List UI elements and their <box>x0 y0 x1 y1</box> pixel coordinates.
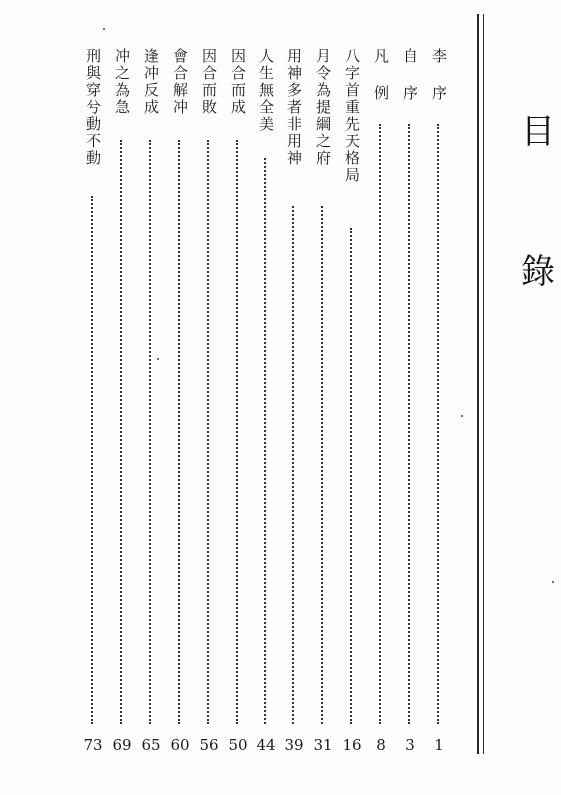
toc-entry-label: 月令為提綱之府 <box>314 48 332 167</box>
scan-speck <box>103 28 105 30</box>
toc-entry <box>197 48 221 758</box>
title-char-lu: 錄 <box>521 252 555 292</box>
toc-entry-page: 1 <box>434 736 444 754</box>
toc-entry-page: 3 <box>405 736 415 754</box>
dot-leader <box>408 124 410 724</box>
dot-leader <box>292 206 294 724</box>
toc-entry-label: 因合而成 <box>229 48 247 116</box>
dot-leader <box>91 196 93 724</box>
scan-speck <box>461 415 463 417</box>
toc-entry-page: 8 <box>376 736 386 754</box>
dot-leader <box>207 140 209 724</box>
toc-entry <box>168 48 192 758</box>
toc-entry <box>110 48 134 758</box>
dot-leader <box>264 158 266 724</box>
divider-line-thin <box>483 14 484 754</box>
dot-leader <box>178 140 180 724</box>
toc-entry <box>81 48 105 758</box>
toc-entry-label: 八字首重先天格局 <box>343 48 361 184</box>
toc-entry-page: 69 <box>112 736 132 754</box>
toc-entry <box>340 48 364 758</box>
dot-leader <box>321 206 323 724</box>
toc-entry-label: 李 序 <box>430 48 448 102</box>
toc-entry-page: 31 <box>313 736 333 754</box>
toc-entry-label: 逢冲反成 <box>142 48 160 116</box>
toc-entry-page: 65 <box>141 736 161 754</box>
toc-entry-label: 凡 例 <box>372 48 390 102</box>
toc-entry-page: 44 <box>256 736 276 754</box>
scan-speck <box>552 581 554 583</box>
toc-entry <box>139 48 163 758</box>
dot-leader <box>236 140 238 724</box>
toc-entry-label: 人生無全美 <box>257 48 275 133</box>
toc-entry-label: 自 序 <box>401 48 419 102</box>
toc-entry-page: 60 <box>170 736 190 754</box>
toc-entry <box>398 48 422 758</box>
toc-entry <box>254 48 278 758</box>
toc-entry-label: 冲之為急 <box>113 48 131 116</box>
toc-entry-page: 50 <box>228 736 248 754</box>
toc-entry-label: 刑與穿兮動不動 <box>84 48 102 167</box>
toc-entry-page: 73 <box>83 736 103 754</box>
divider-line <box>477 14 479 754</box>
toc-entry <box>282 48 306 758</box>
dot-leader <box>437 124 439 724</box>
scan-speck <box>157 358 159 360</box>
toc-entry-label: 因合而敗 <box>200 48 218 116</box>
toc-entry-label: 用神多者非用神 <box>285 48 303 167</box>
toc-entry <box>311 48 335 758</box>
toc-entry <box>427 48 451 758</box>
dot-leader <box>149 140 151 724</box>
toc-entry-page: 56 <box>199 736 219 754</box>
toc-entry-page: 16 <box>342 736 362 754</box>
toc-entry-label: 會合解冲 <box>171 48 189 116</box>
dot-leader <box>379 124 381 724</box>
dot-leader <box>120 140 122 724</box>
toc-entry <box>369 48 393 758</box>
toc-entry-page: 39 <box>284 736 304 754</box>
dot-leader <box>350 228 352 724</box>
title-char-mu: 目 <box>521 112 555 152</box>
toc-entry <box>226 48 250 758</box>
title-column <box>500 0 561 795</box>
